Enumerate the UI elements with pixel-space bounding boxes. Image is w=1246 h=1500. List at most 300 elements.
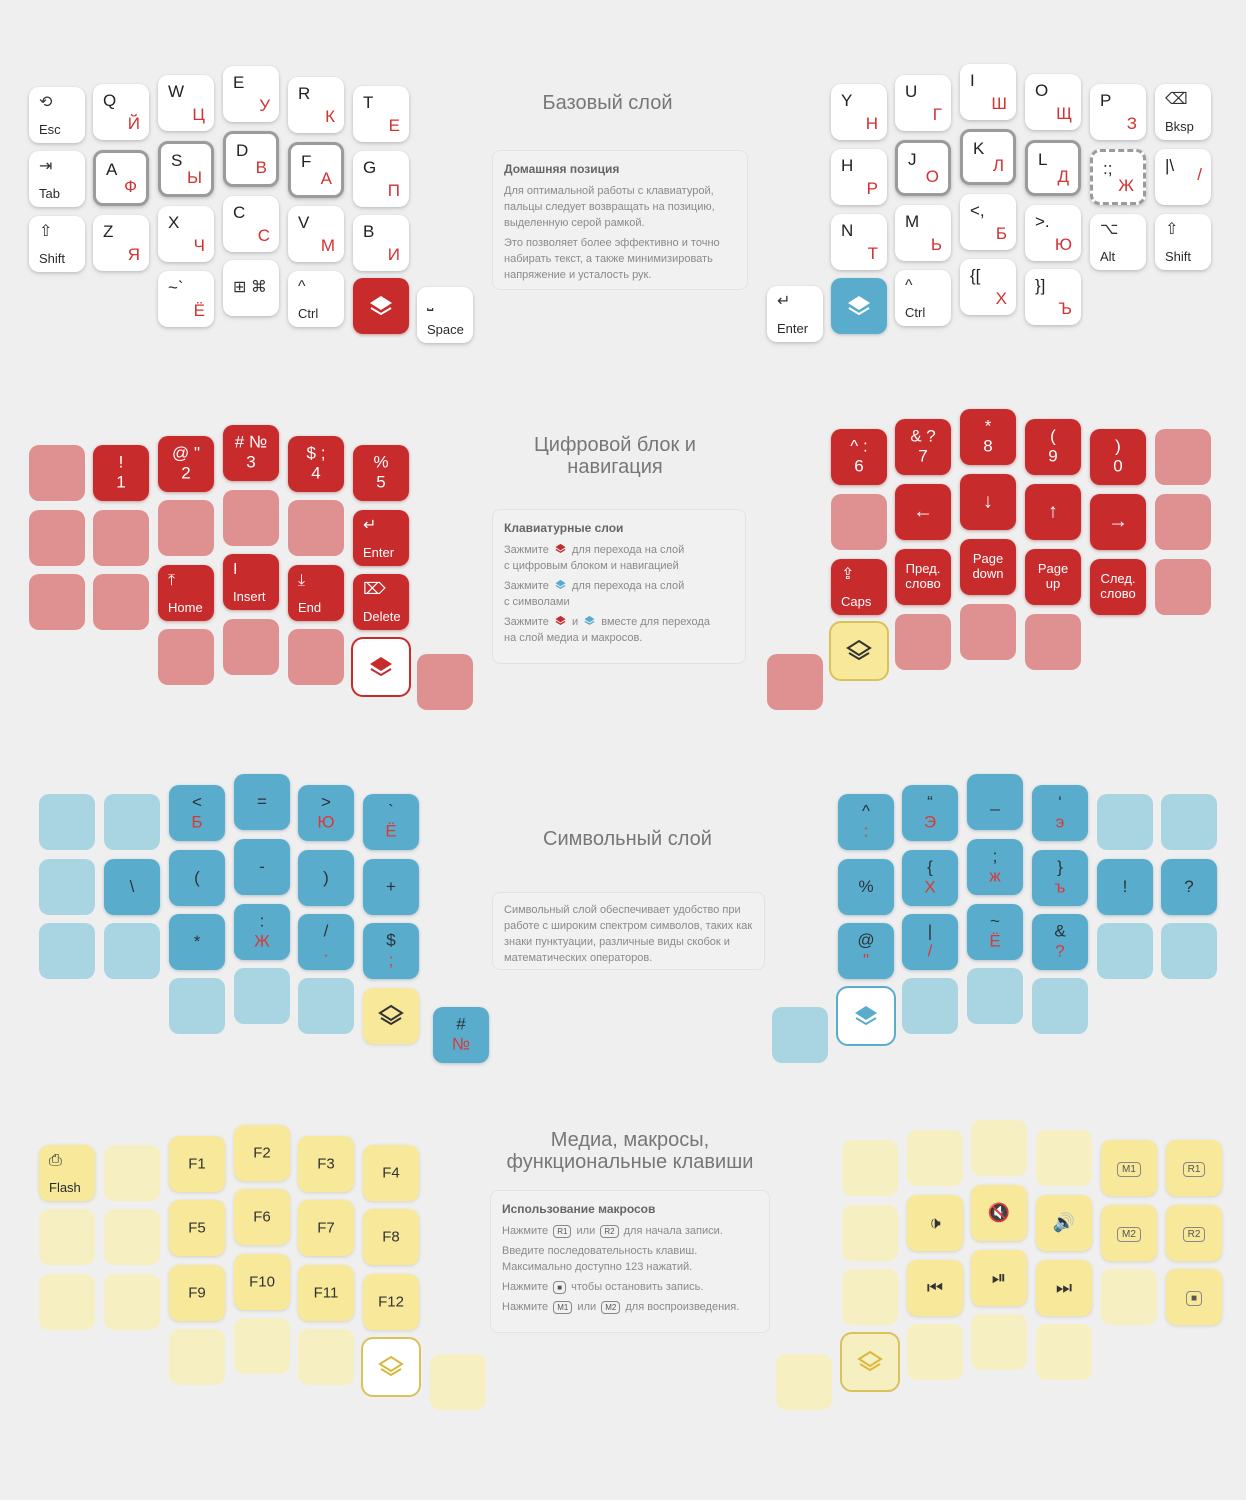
key-brace-right-cyr: Ъ <box>1058 299 1072 318</box>
key-blank <box>902 978 958 1034</box>
key-dquote[interactable] <box>902 785 958 841</box>
key-macro-r2[interactable] <box>1166 1205 1222 1261</box>
key-1-shift: ! <box>118 452 124 472</box>
key-l[interactable] <box>1025 140 1081 196</box>
key-esc-label: Esc <box>39 122 61 137</box>
key-y[interactable] <box>831 84 887 140</box>
key-rbrace[interactable] <box>1032 850 1088 906</box>
key-blank <box>907 1324 963 1380</box>
key-lbrace-cyr: Х <box>924 878 936 897</box>
key-semicolon-latin: :; <box>1103 159 1113 178</box>
key-brace-right[interactable] <box>1025 269 1081 325</box>
key-win-cmd[interactable] <box>223 260 279 316</box>
key-r-latin: R <box>298 84 311 103</box>
key-blank <box>1032 978 1088 1034</box>
key-ampersand-sym: & <box>1054 921 1066 941</box>
key-shift-right-label: Shift <box>1165 249 1192 264</box>
key-blank <box>29 510 85 566</box>
key-backslash[interactable] <box>104 859 160 915</box>
key-brace-left-cyr: Х <box>995 289 1007 308</box>
key-backtick-sym: ` <box>388 801 394 821</box>
key-squote[interactable] <box>1032 785 1088 841</box>
key-blank <box>971 1314 1027 1370</box>
key-8-stack <box>960 417 1016 458</box>
key-4-stack <box>288 444 344 485</box>
key-hash-sym: # <box>456 1014 466 1034</box>
key-caps-label: Caps <box>841 594 872 609</box>
num-info-p2 <box>504 579 734 611</box>
key-9-stack <box>1025 427 1081 468</box>
key-ctrl-right[interactable] <box>895 270 951 326</box>
key-page-down[interactable] <box>960 539 1016 595</box>
key-l-latin: L <box>1038 150 1048 169</box>
key-dquote-sym: “ <box>927 792 933 812</box>
key-page-up[interactable] <box>1025 549 1081 605</box>
arrow-down-icon: ↓ <box>983 490 993 513</box>
key-h[interactable] <box>831 149 887 205</box>
key-f[interactable] <box>288 142 344 198</box>
key-f2[interactable] <box>234 1125 290 1181</box>
key-blank <box>93 510 149 566</box>
key-ctrl-right-label: Ctrl <box>905 305 926 320</box>
key-c-cyr: С <box>257 226 270 245</box>
key-k-latin: K <box>973 139 985 158</box>
key-9[interactable] <box>1025 419 1081 475</box>
key-tilde[interactable] <box>967 904 1023 960</box>
key-colon-stack <box>234 912 290 953</box>
key-dollar-stack <box>363 931 419 972</box>
key-blank <box>298 1329 354 1385</box>
key-num-enter[interactable] <box>353 510 409 566</box>
key-t[interactable] <box>353 86 409 142</box>
key-z-latin: Z <box>103 222 114 241</box>
key-f-latin: F <box>301 152 312 171</box>
key-hash-cyr: № <box>451 1035 471 1054</box>
cursor-icon: I <box>233 561 238 578</box>
key-layer-yellow-held[interactable] <box>842 1334 898 1390</box>
key-4[interactable] <box>288 436 344 492</box>
key-p[interactable] <box>1090 84 1146 140</box>
key-m[interactable] <box>895 205 951 261</box>
key-insert[interactable] <box>223 554 279 610</box>
key-colon[interactable] <box>234 904 290 960</box>
key-delete[interactable] <box>353 574 409 630</box>
key-o[interactable] <box>1025 74 1081 130</box>
key-dquote-cyr: Э <box>923 813 937 832</box>
pgdn-l2: down <box>972 566 1004 581</box>
key-semicolon[interactable] <box>1090 149 1146 205</box>
key-layer-blue-active[interactable] <box>838 988 894 1044</box>
key-underscore[interactable] <box>967 774 1023 830</box>
key-dollar-sym: $ <box>386 930 396 950</box>
key-blank <box>895 614 951 670</box>
key-lt[interactable] <box>960 194 1016 250</box>
key-alt[interactable] <box>1090 214 1146 270</box>
key-next-track[interactable] <box>1036 1260 1092 1316</box>
media-p4c: для воспроизведения. <box>625 1301 740 1314</box>
key-next-word[interactable] <box>1090 559 1146 615</box>
key-mute[interactable] <box>971 1185 1027 1241</box>
key-9-base: 9 <box>1048 447 1058 466</box>
key-layer-yellow[interactable] <box>363 988 419 1044</box>
r1-pill: R1 <box>553 1225 571 1238</box>
windows-command-icon: ⊞ ⌘ <box>233 279 267 296</box>
key-pipe-cyr: / <box>927 942 933 961</box>
key-b-cyr: И <box>387 245 400 264</box>
key-n[interactable] <box>831 214 887 270</box>
key-f3[interactable] <box>298 1136 354 1192</box>
key-6[interactable] <box>831 429 887 485</box>
key-g-latin: G <box>363 158 377 177</box>
key-8-base: 8 <box>983 437 993 456</box>
next-word-l2: слово <box>1100 586 1136 601</box>
escape-icon: ⟲ <box>39 94 53 111</box>
key-brace-left[interactable] <box>960 259 1016 315</box>
key-arrow-right[interactable] <box>1090 494 1146 550</box>
key-0-base: 0 <box>1113 457 1123 476</box>
key-caret[interactable] <box>838 794 894 850</box>
key-blank <box>1161 794 1217 850</box>
key-blank <box>1036 1324 1092 1380</box>
key-colon-sym: : <box>259 911 265 931</box>
key-f6[interactable] <box>234 1189 290 1245</box>
next-word-label <box>1090 572 1146 602</box>
key-k[interactable] <box>960 129 1016 185</box>
previous-track-icon: ⏮ <box>926 1277 944 1298</box>
key-3-base: 3 <box>246 453 256 472</box>
key-f5-label: F5 <box>188 1219 206 1237</box>
key-layer-red[interactable] <box>353 278 409 334</box>
key-at[interactable] <box>838 923 894 979</box>
key-play-pause[interactable] <box>971 1250 1027 1306</box>
key-8[interactable] <box>960 409 1016 465</box>
key-squote-stack <box>1032 793 1088 834</box>
key-1-stack <box>93 453 149 494</box>
key-caret-stack <box>838 802 894 843</box>
key-blank <box>158 500 214 556</box>
num-title-line2: навигация <box>567 456 663 478</box>
key-blank <box>104 1145 160 1201</box>
key-blank <box>234 968 290 1024</box>
key-macro-m1[interactable] <box>1101 1140 1157 1196</box>
key-semicolon[interactable] <box>967 839 1023 895</box>
key-gt-stack <box>298 793 354 834</box>
key-j[interactable] <box>895 140 951 196</box>
key-f10[interactable] <box>234 1254 290 1310</box>
key-0[interactable] <box>1090 429 1146 485</box>
key-s-cyr: Ы <box>186 168 202 187</box>
key-blank <box>831 494 887 550</box>
key-shift-right[interactable] <box>1155 214 1211 270</box>
key-tilde-cyr: Ё <box>989 932 1001 951</box>
key-f9-label: F9 <box>188 1284 206 1302</box>
layers-outline-icon <box>857 1350 883 1374</box>
key-5-stack <box>353 453 409 494</box>
key-rparen-label: ) <box>323 868 329 888</box>
key-lt-sym: < <box>192 792 202 812</box>
key-lparen-label: ( <box>194 868 200 888</box>
key-7[interactable] <box>895 419 951 475</box>
key-blank <box>842 1205 898 1261</box>
key-exclaim[interactable] <box>1097 859 1153 915</box>
key-flash[interactable] <box>39 1145 95 1201</box>
key-2[interactable] <box>158 436 214 492</box>
key-gt-cyr: Ю <box>317 813 335 832</box>
key-layer-yellow-active[interactable] <box>363 1339 419 1395</box>
key-blank <box>93 574 149 630</box>
key-macro-stop[interactable] <box>1166 1269 1222 1325</box>
key-tab[interactable] <box>29 151 85 207</box>
media-title-line2: функциональные клавиши <box>506 1151 754 1173</box>
key-f8-label: F8 <box>382 1228 400 1246</box>
key-f9[interactable] <box>169 1265 225 1321</box>
key-rparen[interactable] <box>298 850 354 906</box>
option-icon: ⌥ <box>1100 221 1119 238</box>
key-o-latin: O <box>1035 81 1049 100</box>
key-gt[interactable] <box>298 785 354 841</box>
key-u[interactable] <box>895 75 951 131</box>
key-r1-label <box>1166 1159 1222 1177</box>
key-backtick[interactable] <box>363 794 419 850</box>
key-plus[interactable] <box>363 859 419 915</box>
key-f8[interactable] <box>363 1209 419 1265</box>
key-ampersand[interactable] <box>1032 914 1088 970</box>
key-y-cyr: Н <box>865 114 878 133</box>
key-minus[interactable] <box>234 839 290 895</box>
key-exclaim-label: ! <box>1122 877 1128 897</box>
key-dquote-stack <box>902 793 958 834</box>
key-r2-label <box>1166 1224 1222 1242</box>
key-tilde[interactable] <box>158 271 214 327</box>
key-layer-red-active[interactable] <box>353 639 409 695</box>
sym-info-text: Символьный слой обеспечивает удобство при работе с широким спектром символов, таких как знаки пунктуации, различные виды скобок и математических операторов. <box>504 904 753 964</box>
num-title-line1: Цифровой блок и <box>534 434 696 456</box>
key-z-cyr: Я <box>127 245 140 264</box>
key-7-stack <box>895 427 951 468</box>
key-pipe[interactable] <box>1155 149 1211 205</box>
key-lbrace-sym: { <box>927 857 933 877</box>
key-f-cyr: А <box>320 169 332 188</box>
key-5-shift: % <box>373 452 389 472</box>
key-dollar-cyr: ; <box>388 951 394 970</box>
base-info-p2: Это позволяет более эффективно и точно набирать текст, а также минимизировать напряжение и усталость рук. <box>504 237 720 282</box>
key-c[interactable] <box>223 196 279 252</box>
key-blank <box>288 629 344 685</box>
key-vol-down[interactable] <box>907 1195 963 1251</box>
key-w[interactable] <box>158 75 214 131</box>
key-d[interactable] <box>223 131 279 187</box>
key-rbrace-cyr: ъ <box>1054 878 1066 897</box>
key-rbrace-stack <box>1032 858 1088 899</box>
key-r[interactable] <box>288 77 344 133</box>
key-semicolon-stack <box>967 847 1023 888</box>
key-6-base: 6 <box>854 457 864 476</box>
key-m-latin: M <box>905 212 920 231</box>
key-blank <box>158 629 214 685</box>
key-blank <box>104 923 160 979</box>
key-f12[interactable] <box>363 1274 419 1330</box>
num-p3d: на слой медиа и макросов. <box>504 632 643 645</box>
key-plus-label: + <box>386 877 396 897</box>
key-j-latin: J <box>908 150 917 169</box>
key-arrow-left[interactable] <box>895 484 951 540</box>
key-3[interactable] <box>223 425 279 481</box>
key-f11[interactable] <box>298 1265 354 1321</box>
key-layer-yellow[interactable] <box>831 623 887 679</box>
key-0-stack <box>1090 437 1146 478</box>
key-3-stack <box>223 433 279 474</box>
layers-icon <box>368 294 394 318</box>
key-x-cyr: Ч <box>193 236 205 255</box>
pgup-l2: up <box>1045 576 1061 591</box>
key-d-cyr: В <box>255 158 267 177</box>
key-arrow-up[interactable] <box>1025 484 1081 540</box>
media-info-p3 <box>502 1280 758 1296</box>
key-home[interactable] <box>158 565 214 621</box>
key-shift-left[interactable] <box>29 216 85 272</box>
key-slash[interactable] <box>298 914 354 970</box>
num-info-p1 <box>504 543 734 575</box>
key-q[interactable] <box>93 84 149 140</box>
key-x[interactable] <box>158 206 214 262</box>
key-rbrace-sym: } <box>1057 857 1063 877</box>
key-dollar[interactable] <box>363 923 419 979</box>
key-f1-label: F1 <box>188 1155 206 1173</box>
key-esc[interactable] <box>29 87 85 143</box>
key-f2-label: F2 <box>253 1144 271 1162</box>
key-f4[interactable] <box>363 1145 419 1201</box>
key-e[interactable] <box>223 66 279 122</box>
layers-icon <box>846 294 872 318</box>
key-0-shift: ) <box>1115 436 1121 456</box>
key-i-latin: I <box>970 71 975 90</box>
media-info-box <box>490 1190 770 1333</box>
volume-up-icon: 🔊 <box>1052 1212 1076 1233</box>
key-s[interactable] <box>158 141 214 197</box>
key-f7[interactable] <box>298 1200 354 1256</box>
key-f5[interactable] <box>169 1200 225 1256</box>
key-ctrl-label: Ctrl <box>298 306 319 321</box>
key-d-latin: D <box>236 141 249 160</box>
key-lbrace[interactable] <box>902 850 958 906</box>
mute-icon: 🔇 <box>987 1202 1011 1223</box>
num-p2a: Зажмите <box>504 580 549 593</box>
key-caret-sym: ^ <box>862 801 870 821</box>
key-eq-label: = <box>257 792 267 812</box>
key-vol-up[interactable] <box>1036 1195 1092 1251</box>
key-percent[interactable] <box>838 859 894 915</box>
key-v[interactable] <box>288 206 344 262</box>
key-z[interactable] <box>93 215 149 271</box>
key-pipe[interactable] <box>902 914 958 970</box>
key-question[interactable] <box>1161 859 1217 915</box>
key-blank <box>1155 429 1211 485</box>
key-j-cyr: О <box>925 167 939 186</box>
key-home-label: Home <box>168 600 203 615</box>
enter-icon: ↵ <box>363 517 377 534</box>
key-ampersand-stack <box>1032 922 1088 963</box>
key-h-latin: H <box>841 156 854 175</box>
key-pipe-stack <box>902 922 958 963</box>
key-star[interactable] <box>169 914 225 970</box>
key-f1[interactable] <box>169 1136 225 1192</box>
key-n-cyr: Т <box>867 244 878 263</box>
key-o-cyr: Щ <box>1056 104 1072 123</box>
num-layer-title <box>500 434 730 478</box>
key-bksp[interactable] <box>1155 84 1211 140</box>
key-layer-blue[interactable] <box>831 278 887 334</box>
key-slash-sym: / <box>323 921 329 941</box>
key-pipe-latin: |\ <box>1165 156 1175 175</box>
media-info-p2: Введите последовательность клавиш. Максимально доступно 123 нажатий. <box>502 1245 698 1274</box>
key-hash[interactable] <box>433 1007 489 1063</box>
key-8-shift: * <box>984 416 992 436</box>
prev-word-l2: слово <box>905 576 941 591</box>
key-enter[interactable] <box>767 286 823 342</box>
key-semicolon-cyr: ж <box>989 867 1001 886</box>
key-arrow-down[interactable] <box>960 474 1016 530</box>
key-insert-label: Insert <box>233 589 266 604</box>
home-arrow-icon: ⤒ <box>168 572 176 589</box>
key-lt[interactable] <box>169 785 225 841</box>
key-lt-cyr: Б <box>191 813 203 832</box>
key-gt-latin: >. <box>1035 212 1050 231</box>
key-num-enter-label: Enter <box>363 545 395 560</box>
key-b[interactable] <box>353 215 409 271</box>
shift-icon: ⇧ <box>1165 221 1179 238</box>
key-prev-track[interactable] <box>907 1260 963 1316</box>
key-eq[interactable] <box>234 774 290 830</box>
delete-icon: ⌦ <box>363 581 386 598</box>
key-ctrl-left[interactable] <box>288 271 344 327</box>
key-m-cyr: Ь <box>930 235 942 254</box>
key-1[interactable] <box>93 445 149 501</box>
key-prev-word[interactable] <box>895 549 951 605</box>
next-track-icon: ⏭ <box>1055 1277 1073 1298</box>
key-hash-stack <box>433 1015 489 1056</box>
num-p1b: для перехода на слой <box>571 544 685 557</box>
key-g[interactable] <box>353 151 409 207</box>
key-caps[interactable] <box>831 559 887 615</box>
key-slash-stack <box>298 922 354 963</box>
key-i[interactable] <box>960 64 1016 120</box>
key-macro-r1[interactable] <box>1166 1140 1222 1196</box>
m2-badge: M2 <box>1117 1227 1141 1242</box>
key-a[interactable] <box>93 150 149 206</box>
key-lt-cyr: Б <box>995 224 1007 243</box>
key-slash-cyr: . <box>323 942 329 961</box>
key-blank <box>288 500 344 556</box>
play-pause-icon: ⏯ <box>991 1267 1007 1288</box>
key-delete-label: Delete <box>363 609 401 624</box>
num-p3a: Зажмите <box>504 616 549 629</box>
key-pipe-cyr: / <box>1197 165 1202 184</box>
layers-outline-icon <box>378 1004 404 1028</box>
key-macro-m2[interactable] <box>1101 1205 1157 1261</box>
key-lparen[interactable] <box>169 850 225 906</box>
key-semicolon-sym: ; <box>992 846 998 866</box>
pgup-l1: Page <box>1037 561 1069 577</box>
base-info-box <box>492 150 748 290</box>
key-x-latin: X <box>168 213 180 232</box>
key-end[interactable] <box>288 565 344 621</box>
media-p3a: Нажмите <box>502 1281 549 1294</box>
key-blank <box>234 1318 290 1374</box>
stop-record-icon: ■ <box>1166 1288 1222 1306</box>
key-gt[interactable] <box>1025 205 1081 261</box>
key-5[interactable] <box>353 445 409 501</box>
key-space[interactable] <box>417 287 473 343</box>
